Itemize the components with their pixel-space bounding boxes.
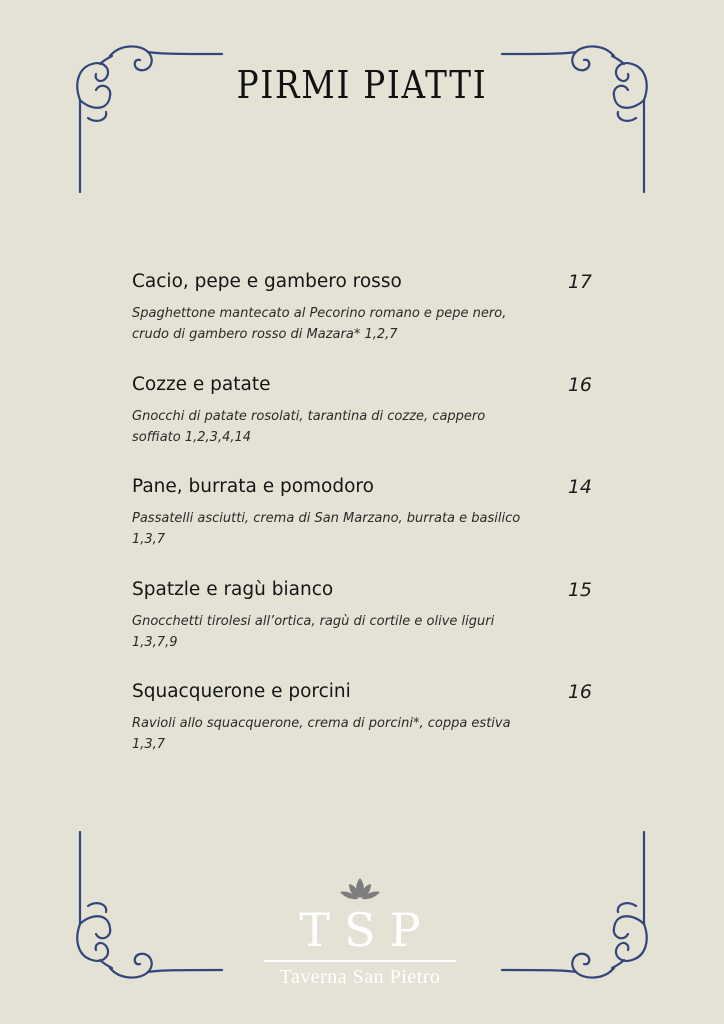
dish-item xyxy=(132,678,596,781)
logo-divider xyxy=(264,960,456,962)
dish-name: Cacio, pepe e gambero rosso xyxy=(132,271,402,292)
corner-ornament-bottom-left xyxy=(77,832,222,978)
dish-item xyxy=(132,473,596,576)
dish-description: Gnocchetti tirolesi all’ortica, ragù di cortile e olive liguri 1,3,7,9 xyxy=(132,613,495,650)
logo-initials: TSP xyxy=(299,903,435,957)
dish-price: 17 xyxy=(567,271,592,293)
dish-item xyxy=(132,371,596,474)
dish-description: Passatelli asciutti, crema di San Marzano, burrata e basilico 1,3,7 xyxy=(132,511,521,547)
dish-item xyxy=(132,576,596,679)
dish-name: Squacquerone e porcini xyxy=(132,681,351,702)
dish-description: Spaghettone mantecato al Pecorino romano e pepe nero, crudo di gambero rosso di Mazara* 1,2,7 xyxy=(132,306,507,342)
corner-ornament-bottom-right xyxy=(502,832,647,978)
dish-name: Spatzle e ragù bianco xyxy=(132,578,334,600)
lotus-icon xyxy=(337,876,383,904)
dish-price: 14 xyxy=(567,476,592,498)
dish-name: Cozze e patate xyxy=(132,373,271,395)
dish-item xyxy=(132,268,596,371)
restaurant-logo xyxy=(260,876,460,989)
logo-name: Taverna San Pietro xyxy=(279,965,441,988)
dish-list xyxy=(132,268,596,781)
dish-description: Gnocchi di patate rosolati, tarantina di cozze, cappero soffiato 1,2,3,4,14 xyxy=(132,408,486,445)
dish-description: Ravioli allo squacquerone, crema di porcini*, coppa estiva 1,3,7 xyxy=(132,716,511,752)
dish-price: 15 xyxy=(567,578,592,601)
dish-price: 16 xyxy=(567,681,592,703)
page-title: PIRMI PIATTI xyxy=(236,63,488,108)
dish-name: Pane, burrata e pomodoro xyxy=(132,476,374,497)
dish-price: 16 xyxy=(567,373,592,396)
